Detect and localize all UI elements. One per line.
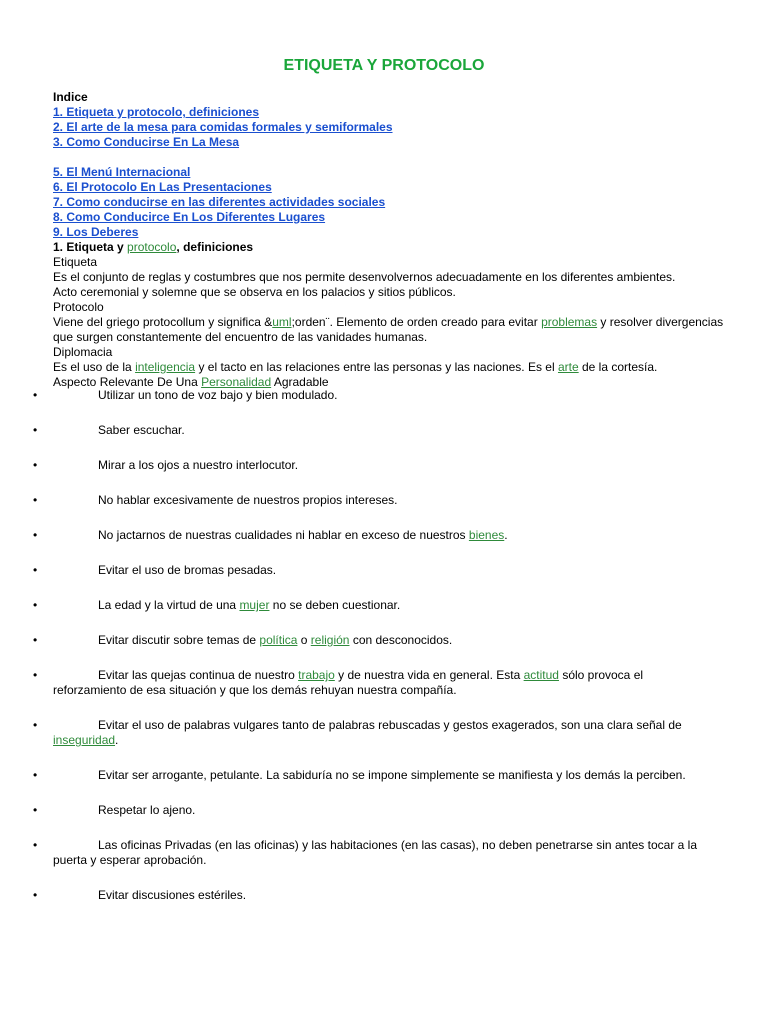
- index-label: Indice: [53, 90, 88, 104]
- section-heading-post: , definiciones: [176, 240, 254, 254]
- list-item: [0, 668, 715, 698]
- list-item: [0, 768, 715, 783]
- inteligencia-link[interactable]: inteligencia: [135, 360, 196, 374]
- uml-link[interactable]: uml: [272, 315, 292, 329]
- toc-link-2[interactable]: 2. El arte de la mesa para comidas formales y semiformales: [53, 120, 393, 134]
- inline-link[interactable]: mujer: [239, 598, 270, 612]
- inline-link[interactable]: actitud: [523, 668, 559, 682]
- list-item-text: Evitar el uso de palabras vulgares tanto de palabras rebuscadas y gestos exagerados, son una clara señal de: [98, 718, 682, 732]
- list-item: [0, 888, 715, 903]
- list-item-text: La edad y la virtud de una: [98, 598, 240, 612]
- list-item-text: Las oficinas Privadas (en las oficinas) y las habitaciones (en las casas), no deben penetrarse sin antes tocar a la puerta y esperar aprobación.: [53, 838, 697, 867]
- protocolo-text-pre: Viene del griego protocollum y significa &: [53, 315, 273, 329]
- arte-link[interactable]: arte: [557, 360, 579, 374]
- personalidad-link[interactable]: Personalidad: [201, 375, 272, 389]
- inline-link[interactable]: religión: [310, 633, 350, 647]
- list-item-text: no se deben cuestionar.: [269, 598, 401, 612]
- list-item-text: Evitar el uso de bromas pesadas.: [98, 563, 277, 577]
- aspecto-text-pre: Aspecto Relevante De Una: [53, 375, 202, 389]
- list-item-text: Evitar ser arrogante, petulante. La sabiduría no se impone simplemente se manifiesta y los demás la perciben.: [98, 768, 686, 782]
- list-item: [0, 528, 715, 543]
- protocolo-heading: Protocolo: [53, 300, 104, 314]
- diplomacia-text-post: de la cortesía.: [578, 360, 658, 374]
- section-heading: [53, 240, 733, 255]
- document-content: [53, 90, 733, 390]
- list-item: [0, 598, 715, 613]
- toc-link-1[interactable]: 1. Etiqueta y protocolo, definiciones: [53, 105, 260, 119]
- toc-link-8[interactable]: 8. Como Conducirce En Los Diferentes Lugares: [53, 210, 326, 224]
- list-item-text: Saber escuchar.: [98, 423, 185, 437]
- section-heading-pre: 1. Etiqueta y: [53, 240, 128, 254]
- list-item-text: Evitar discutir sobre temas de: [98, 633, 260, 647]
- list-item: [0, 803, 715, 818]
- list-item-text: No hablar excesivamente de nuestros propios intereses.: [98, 493, 398, 507]
- list-item-text: con desconocidos.: [349, 633, 453, 647]
- inline-link[interactable]: política: [259, 633, 298, 647]
- list-item: [0, 633, 715, 648]
- list-item-text: .: [115, 733, 119, 747]
- inline-link[interactable]: inseguridad: [53, 733, 116, 747]
- etiqueta-paragraph-1: Es el conjunto de reglas y costumbres que nos permite desenvolvernos adecuadamente en los diferentes ambientes.: [53, 270, 676, 284]
- list-item-text: No jactarnos de nuestras cualidades ni hablar en exceso de nuestros: [98, 528, 469, 542]
- protocolo-text-mid: ;orden¨. Elemento de orden creado para evitar: [291, 315, 542, 329]
- toc-link-5[interactable]: 5. El Menú Internacional: [53, 165, 191, 179]
- list-item-text: .: [504, 528, 508, 542]
- list-item-text: Evitar las quejas continua de nuestro: [98, 668, 299, 682]
- list-item: [0, 423, 715, 438]
- list-item: [0, 388, 715, 403]
- diplomacia-heading: Diplomacia: [53, 345, 113, 359]
- aspecto-text-post: Agradable: [271, 375, 329, 389]
- document-title: ETIQUETA Y PROTOCOLO: [283, 57, 485, 74]
- etiqueta-paragraph-2: Acto ceremonial y solemne que se observa en los palacios y sitios públicos.: [53, 285, 456, 299]
- diplomacia-text-pre: Es el uso de la: [53, 360, 136, 374]
- etiqueta-heading: Etiqueta: [53, 255, 98, 269]
- list-item: [0, 458, 715, 473]
- bullet-list: [0, 388, 768, 923]
- list-item-text: Utilizar un tono de voz bajo y bien modulado.: [98, 388, 338, 402]
- list-item-text: o: [297, 633, 311, 647]
- problemas-link[interactable]: problemas: [541, 315, 598, 329]
- protocolo-paragraph: [53, 315, 733, 345]
- list-item: [0, 718, 715, 748]
- protocolo-text-post: y resolver divergencias que surgen constantemente del encuentro de las vanidades humanas.: [53, 315, 724, 344]
- diplomacia-text-mid: y el tacto en las relaciones entre las personas y las naciones. Es el: [195, 360, 558, 374]
- protocolo-link[interactable]: protocolo: [127, 240, 177, 254]
- list-item-text: Respetar lo ajeno.: [98, 803, 196, 817]
- list-item: [0, 493, 715, 508]
- toc-link-7[interactable]: 7. Como conducirse en las diferentes actividades sociales: [53, 195, 386, 209]
- toc-link-6[interactable]: 6. El Protocolo En Las Presentaciones: [53, 180, 272, 194]
- list-item-text: y de nuestra vida en general. Esta: [334, 668, 524, 682]
- inline-link[interactable]: bienes: [468, 528, 505, 542]
- list-item-text: sólo provoca el reforzamiento de esa situación y que los demás rehuyan nuestra compañía.: [53, 668, 644, 697]
- list-item: [0, 838, 715, 868]
- toc-link-9[interactable]: 9. Los Deberes: [53, 225, 139, 239]
- inline-link[interactable]: trabajo: [298, 668, 335, 682]
- table-of-contents: [53, 105, 733, 240]
- list-item: [0, 563, 715, 578]
- diplomacia-paragraph: [53, 360, 733, 375]
- toc-link-3[interactable]: 3. Como Conducirse En La Mesa: [53, 135, 240, 149]
- list-item-text: Mirar a los ojos a nuestro interlocutor.: [98, 458, 299, 472]
- list-item-text: Evitar discusiones estériles.: [98, 888, 247, 902]
